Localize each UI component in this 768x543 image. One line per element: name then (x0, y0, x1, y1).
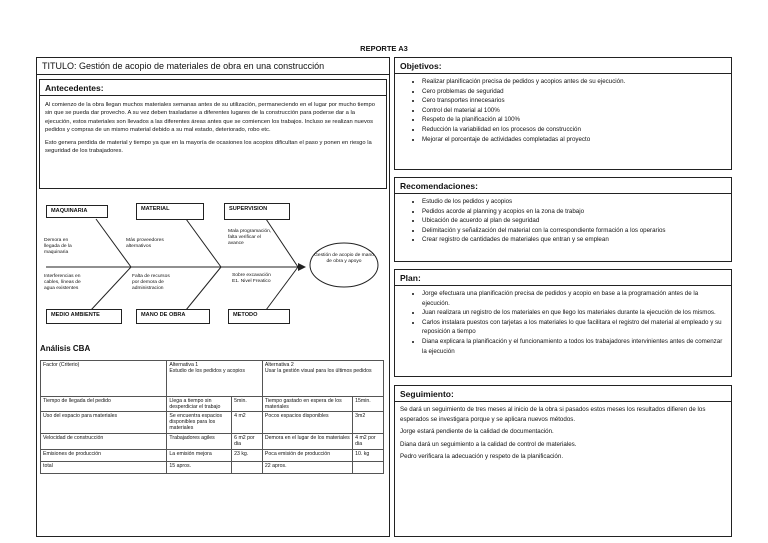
seguimiento-box (394, 385, 732, 537)
cba-cell: Uso del espacio para materiales (41, 412, 167, 434)
cause-interferencias: Interferencias en cables, líneas de agua existentes (44, 274, 81, 291)
cba-cell: 22 apros. (262, 462, 352, 474)
cba-table (40, 360, 384, 474)
cba-cell: Llega a tiempo sin desperdiciar el trabajo (167, 397, 232, 412)
cba-cell: 6 m2 por dia (232, 434, 263, 450)
recomendaciones-box (394, 177, 732, 262)
list-item: • Respeto de la planificación al 100% (422, 115, 726, 125)
fishbone-diagram (36, 195, 390, 335)
cba-cell (353, 462, 384, 474)
table-row (41, 462, 384, 474)
list-item: • Diana explicara la planificación y el funcionamiento a todos los trabajadores intervinientes antes de comenzar la ejecución (422, 337, 726, 356)
list-item: • Reducción la variabilidad en los procesos de construcción (422, 125, 726, 135)
seguimiento-paragraph: Jorge estará pendiente de la calidad de documentación. (400, 428, 554, 436)
cba-cell: Tiempo gastado en espera de los materiales (262, 397, 352, 412)
list-item: • Pedidos acorde al planning y acopios en la zona de trabajo (422, 207, 726, 217)
cba-cell: Demora en el lugar de los materiales (262, 434, 352, 450)
cba-cell: Tiempo de llegada del pedido (41, 397, 167, 412)
category-maquinaria: MAQUINARIA (46, 205, 108, 218)
category-metodo: METODO (228, 309, 290, 324)
cause-falta-recursos: Falta de recursos por demora de administracion (132, 274, 170, 291)
cba-cell: 15min. (353, 397, 384, 412)
recomendaciones-list (400, 197, 726, 245)
list-item: • Realizar planificación precisa de pedidos y acopios antes de su ejecución. (422, 77, 726, 87)
cba-cell: 4 m2 (232, 412, 263, 434)
seguimiento-heading: Seguimiento: (400, 389, 454, 399)
cause-mala-programacion: Mala programación, falta verificar el avance (228, 229, 272, 246)
recomendaciones-heading: Recomendaciones: (400, 181, 478, 191)
cba-cell: Emisiones de producción (41, 450, 167, 462)
list-item: • Ubicación de acuerdo al plan de seguridad (422, 216, 726, 226)
cba-cell: La emisión mejora (167, 450, 232, 462)
cba-cell: 4 m2 por dia (353, 434, 384, 450)
cba-header-alt2: Alternativa 2 Usar la gestión visual para los últimos pedidos (262, 361, 383, 397)
report-title: TITULO: Gestión de acopio de materiales de obra en una construcción (36, 57, 390, 75)
cba-cell: 3m2 (353, 412, 384, 434)
table-row (41, 450, 384, 462)
cba-cell: Pocos espacios disponibles (262, 412, 352, 434)
cba-header-alt1: Alternativa 1 Estudio de los pedidos y acopios (167, 361, 263, 397)
list-item: • Cero problemas de seguridad (422, 87, 726, 97)
table-row (41, 397, 384, 412)
list-item: • Jorge efectuara una planificación precisa de pedidos y acopio en base a la programación antes de la ejecución. (422, 289, 726, 308)
cba-header-factor: Factor (Criterio) (41, 361, 167, 397)
cba-cell: Poca emisión de producción (262, 450, 352, 462)
antecedentes-paragraph-2: Esto genera perdida de material y tiempo ya que en la mayoría de ocasiones los acopios dificultan el paso y ponen en riesgo la seguridad de los trabajadores. (45, 139, 372, 155)
cba-cell: total (41, 462, 167, 474)
cba-cell: 23 kg. (232, 450, 263, 462)
cause-proveedores: Más proveedores alternativos (126, 238, 164, 249)
category-mano-de-obra: MANO DE OBRA (136, 309, 210, 324)
cause-demora-maquinaria: Demora en llegada de la maquinaria (44, 238, 72, 255)
cba-cell: 10. kg (353, 450, 384, 462)
list-item: • Juan realizara un registro de los materiales en que llego los materiales durante la ejecución de los mismos. (422, 308, 726, 318)
list-item: • Carlos instalara puestos con tarjetas a los materiales lo que facilitara el registro del material al empleado y su reposición a tiempo (422, 318, 726, 337)
cause-sobre-excavacion: Sobre excavación E1. Nivel Freatico (232, 273, 271, 284)
cba-header-row (41, 361, 384, 397)
table-row (41, 412, 384, 434)
cba-cell: 5min. (232, 397, 263, 412)
table-row (41, 434, 384, 450)
category-medio-ambiente: MEDIO AMBIENTE (46, 309, 122, 324)
objetivos-list (400, 77, 726, 144)
antecedentes-paragraph-1: Al comienzo de la obra llegan muchos materiales semanas antes de su utilización, permaneciendo en el lugar por mucho tiempo sin que se pueda dar provecho. A su vez deben trasladarse a diferentes lugares de la construcción para poderse dar a la ejecución, estos materiales son llevados a las diferentes áreas antes que se comiencen los trabajos. Incluso se realizan nuevos pedidos y compras de un mismo material debido a su mal estado, deteriorado, robo etc. (45, 102, 375, 134)
list-item: • Cero transportes innecesarios (422, 96, 726, 106)
list-item: • Crear registro de cantidades de materiales que entran y se emplean (422, 235, 726, 245)
cba-cell (232, 462, 263, 474)
plan-list (400, 289, 726, 356)
list-item: • Mejorar el porcentaje de actividades completadas al proyecto (422, 135, 726, 145)
cba-cell: 15 apros. (167, 462, 232, 474)
seguimiento-paragraph: Diana dará un seguimiento a la calidad de control de materiales. (400, 440, 577, 448)
plan-heading: Plan: (400, 273, 421, 283)
list-item: • Estudio de los pedidos y acopios (422, 197, 726, 207)
antecedentes-heading: Antecedentes: (45, 83, 104, 93)
cba-cell: Trabajadores agiles (167, 434, 232, 450)
cba-cell: Velocidad de construcción (41, 434, 167, 450)
cba-heading: Análisis CBA (40, 344, 91, 353)
seguimiento-paragraph: Se dará un seguimiento de tres meses al inicio de la obra si pasados estos meses los resultados difieren de los esperados se investigara porque y se aplicara nuevos métodos. (400, 406, 706, 423)
category-supervision: SUPERVISION (224, 203, 290, 220)
page-title: REPORTE A3 (360, 44, 408, 53)
plan-box (394, 269, 732, 377)
objetivos-heading: Objetivos: (400, 61, 442, 71)
list-item: • Delimitación y señalización del material con la correspondiente formación a los operarios (422, 226, 726, 236)
antecedentes-box (39, 79, 387, 189)
category-material: MATERIAL (136, 203, 204, 220)
cba-cell: Se encuentra espacios disponibles para los materiales (167, 412, 232, 434)
objetivos-box (394, 57, 732, 170)
seguimiento-paragraph: Pedro verificara la adecuación y respeto de la planificación. (400, 453, 564, 461)
fishbone-effect: Gestión de acopio de mano de obra y apoyo (314, 253, 374, 264)
list-item: • Control del material al 100% (422, 106, 726, 116)
